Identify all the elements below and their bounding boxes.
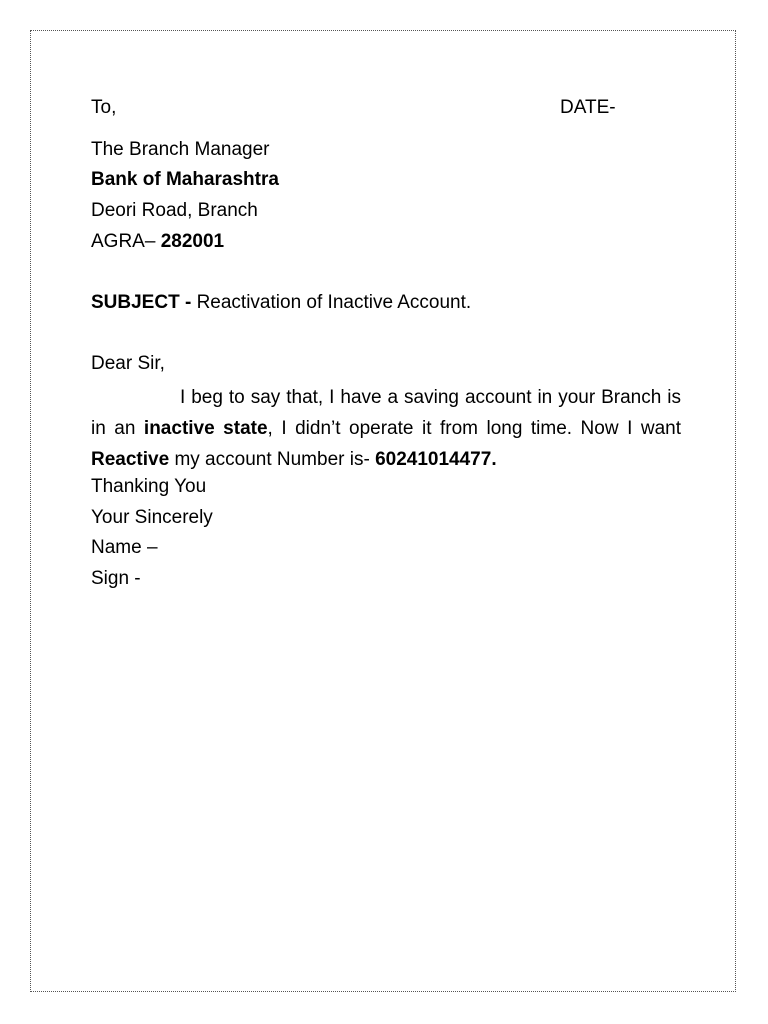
- pin-code: 282001: [160, 231, 225, 252]
- city: AGRA–: [91, 231, 161, 252]
- subject-text: Reactivation of Inactive Account.: [191, 292, 472, 313]
- closing-sign: Sign -: [91, 568, 141, 589]
- to-label: To,: [91, 97, 117, 118]
- account-number: 60241014477.: [375, 449, 497, 470]
- branch-address: Deori Road, Branch: [91, 200, 258, 221]
- body-paragraph: [91, 382, 681, 475]
- body-text-2: , I didn’t operate it from long time. Now I want: [267, 418, 681, 439]
- subject-label: SUBJECT -: [91, 292, 192, 313]
- body-bold-1: inactive state: [143, 418, 268, 439]
- city-line: [91, 231, 224, 253]
- body-text-3: my account Number is-: [169, 449, 376, 470]
- closing-name: Name –: [91, 537, 158, 558]
- body-text-1: I beg to say that, I have a saving account in your Branch is in an: [91, 387, 681, 439]
- bank-name: Bank of Maharashtra: [91, 169, 279, 190]
- date-label: DATE-: [560, 97, 616, 118]
- body-bold-2: Reactive: [91, 449, 170, 470]
- closing-thanks: Thanking You: [91, 476, 207, 497]
- recipient-title: The Branch Manager: [91, 139, 270, 160]
- closing-sincerely: Your Sincerely: [91, 507, 213, 528]
- salutation: Dear Sir,: [91, 353, 165, 374]
- subject-line: [91, 292, 471, 314]
